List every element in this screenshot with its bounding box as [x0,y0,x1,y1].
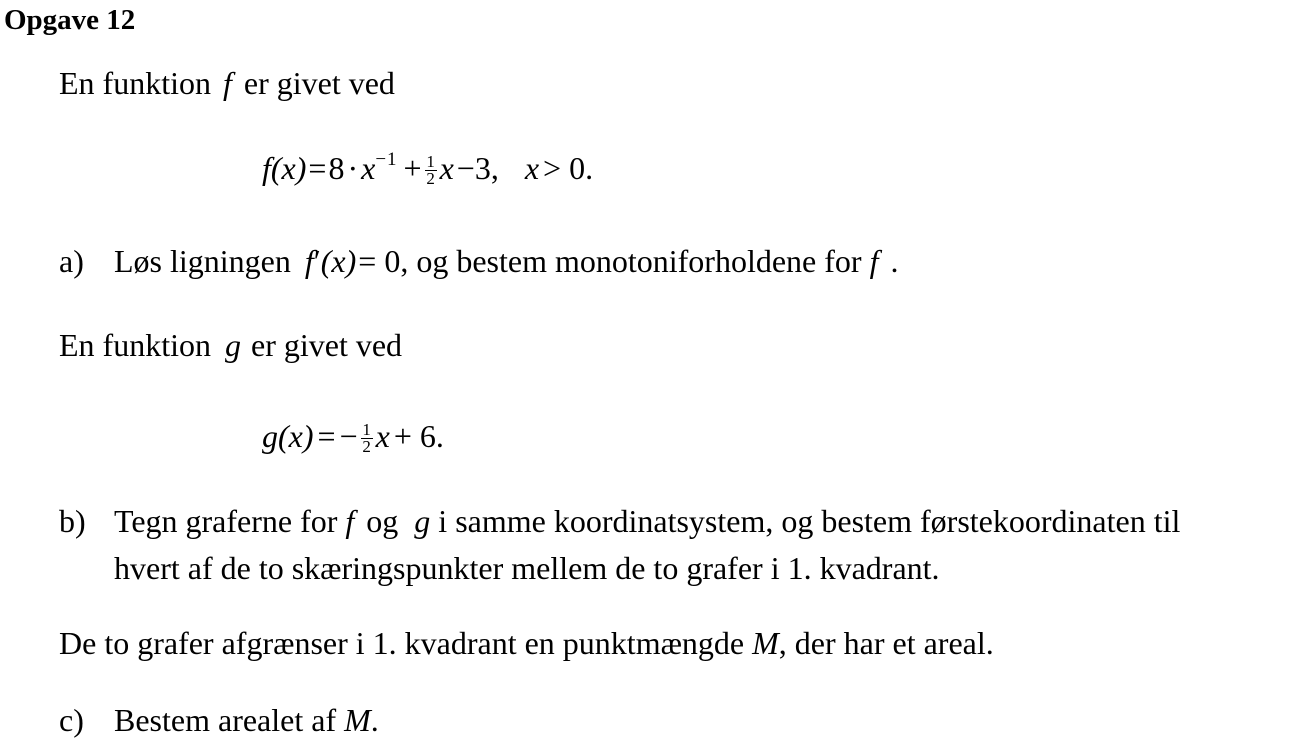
formula-g-fraction-numerator: 1 [362,420,371,439]
question-a-text-2: , og bestem monotoniforholdene for [400,243,862,279]
question-a-equals-zero: = 0 [358,243,401,279]
formula-g-constant: + 6 [393,418,436,454]
question-a-text [114,243,898,280]
formula-f-exponent: −1 [375,149,398,170]
question-b-f-symbol: f [345,503,355,539]
formula-g-lhs-arg: (x) [278,418,314,454]
formula-g-variable: x [375,418,390,454]
formula-g-minus: − [339,418,358,454]
formula-f-variable: x [361,150,376,186]
formula-f-coefficient: 8 [328,150,345,186]
task-title: Opgave 12 [4,4,136,36]
formula-f-constant: −3, [456,150,499,186]
statement-m-text-1: De to grafer afgrænser i 1. kvadrant en punktmængde [59,625,745,661]
question-a-label: a) [59,243,84,279]
formula-g-fraction-denominator: 2 [362,437,371,456]
question-c-text [114,702,379,739]
intro-f-text-after: er givet ved [243,65,395,101]
question-b-label: b) [59,503,86,539]
formula-f-lhs-arg: (x) [270,150,307,186]
question-b-line-1 [114,503,1180,540]
question-a-f-symbol-2: f [869,243,879,279]
question-b-line-2: hvert af de to skæringspunkter mellem de to grafer i 1. kvadrant. [114,550,940,586]
intro-g-text-before: En funktion [59,327,211,363]
formula-f-lhs-symbol: f [262,150,271,186]
statement-m-symbol: M [752,625,779,661]
question-a-prime: ′ [313,243,321,279]
formula-g-period: . [435,418,444,454]
question-a-period: . [890,243,899,279]
question-b-text-1: Tegn graferne for [114,503,338,539]
formula-f-plus: + [403,150,422,186]
formula-f-period: . [585,150,594,186]
formula-g-fraction [360,420,374,456]
question-a-text-1: Løs ligningen [114,243,291,279]
question-b-g-symbol: g [414,503,431,539]
function-symbol-g: g [224,327,241,363]
formula-f-fraction [424,152,438,188]
formula-g-lhs-symbol: g [262,418,278,454]
formula-f-domain-condition: > 0 [543,150,586,186]
question-b-text-2: i samme koordinatsystem, og bestem førstekoordinaten til [438,503,1181,539]
formula-f-fraction-numerator: 1 [426,152,435,171]
intro-g-paragraph [59,327,402,364]
formula-g [262,418,444,455]
formula-f-fraction-denominator: 2 [426,169,435,188]
function-symbol-f: f [222,65,232,101]
question-a-f-symbol: f [304,243,314,279]
question-b-text-og: og [366,503,399,539]
intro-f-paragraph [59,65,395,102]
question-c-m-symbol: M [344,702,371,738]
statement-m [59,625,994,662]
intro-g-text-after: er givet ved [250,327,403,363]
intro-f-text-before: En funktion [59,65,211,101]
formula-f-domain-variable: x [524,150,540,186]
question-c-period: . [370,702,379,738]
question-c-text-1: Bestem arealet af [114,702,337,738]
formula-f-variable-2: x [439,150,454,186]
statement-m-text-2: , der har et areal. [778,625,994,661]
formula-f [262,150,593,187]
question-c-label: c) [59,702,84,738]
question-a-arg: (x) [320,243,357,279]
formula-f-dot: · [347,150,359,186]
formula-g-equals: = [317,418,336,454]
formula-f-equals: = [308,150,327,186]
